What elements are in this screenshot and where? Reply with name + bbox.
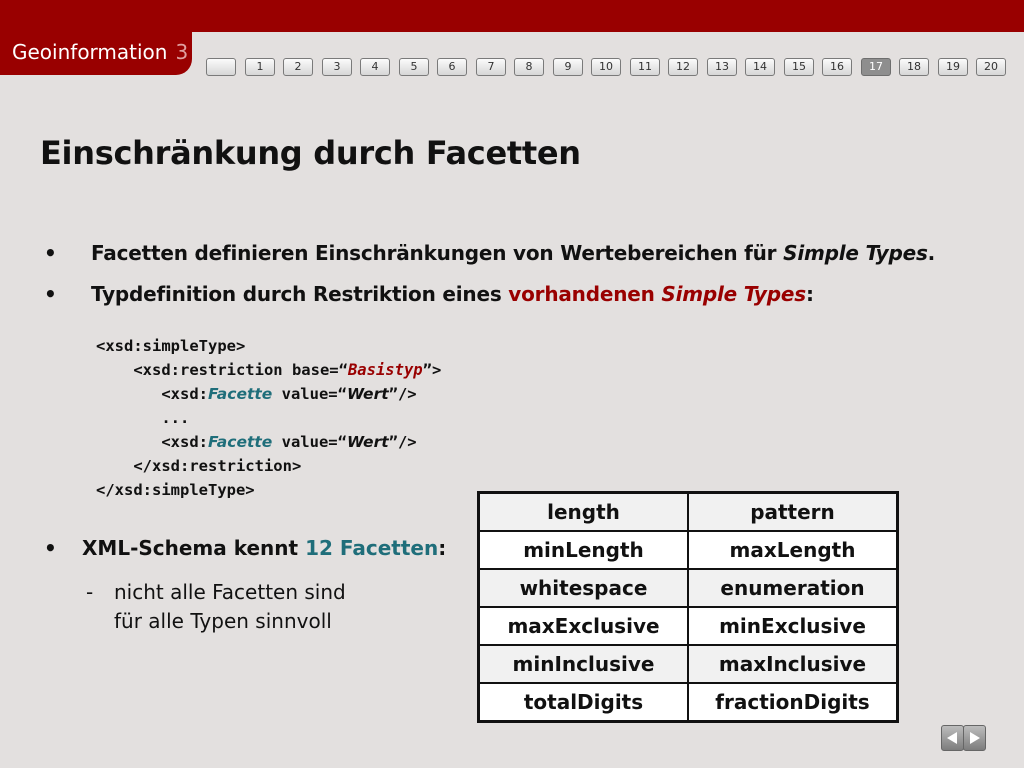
bullet-emphasis: Simple Types	[783, 241, 928, 265]
bullet-marker: •	[44, 282, 57, 306]
triangle-right-icon	[970, 732, 980, 744]
code-line: ...	[96, 409, 190, 427]
page-button-5[interactable]: 5	[399, 58, 429, 76]
facet-cell: fractionDigits	[688, 683, 898, 722]
page-button-19[interactable]: 19	[938, 58, 968, 76]
facet-row	[479, 531, 898, 569]
bullet-typdefinition	[91, 282, 814, 306]
code-placeholder: Basistyp	[347, 361, 423, 379]
slide-navigation	[941, 725, 985, 751]
facet-cell: totalDigits	[479, 683, 689, 722]
page-button-7[interactable]: 7	[476, 58, 506, 76]
page-button-20[interactable]: 20	[976, 58, 1006, 76]
brand-text: Geoinformation	[12, 40, 168, 64]
bullet-xml-schema	[82, 536, 446, 560]
page-button-17[interactable]: 17	[861, 58, 891, 76]
bullet-text: .	[927, 241, 936, 265]
facet-cell: maxExclusive	[479, 607, 689, 645]
brand-number: 3	[175, 40, 189, 64]
code-line: <xsd:	[96, 385, 208, 403]
sub-bullet-text	[114, 578, 346, 636]
code-line: ”>	[422, 361, 442, 379]
code-line: <xsd:simpleType>	[96, 337, 246, 355]
sub-bullet-marker: -	[86, 580, 94, 604]
code-placeholder: Wert	[346, 385, 389, 403]
facet-cell: length	[479, 493, 689, 532]
page-button-11[interactable]: 11	[630, 58, 660, 76]
triangle-left-icon	[947, 732, 957, 744]
bullet-highlight: 12 Facetten	[305, 536, 439, 560]
bullet-text: Typdefinition durch Restriktion eines	[91, 282, 509, 306]
bullet-text: Facetten definieren Einschränkungen von Wertebereichen für	[91, 241, 784, 265]
slide-title: Einschränkung durch Facetten	[40, 134, 581, 172]
page-button-home[interactable]	[206, 58, 236, 76]
facet-row	[479, 645, 898, 683]
facet-cell: enumeration	[688, 569, 898, 607]
facet-cell: maxLength	[688, 531, 898, 569]
sub-line: nicht alle Facetten sind	[114, 580, 346, 604]
code-line: ”/>	[388, 433, 417, 451]
brand-label	[12, 40, 188, 64]
page-button-2[interactable]: 2	[283, 58, 313, 76]
facet-row	[479, 683, 898, 722]
page-button-14[interactable]: 14	[745, 58, 775, 76]
sub-line: für alle Typen sinnvoll	[114, 609, 332, 633]
facet-row	[479, 607, 898, 645]
xsd-code-block	[96, 334, 441, 502]
code-line: </xsd:simpleType>	[96, 481, 255, 499]
code-line: ”/>	[388, 385, 417, 403]
facet-table	[477, 491, 899, 723]
page-button-6[interactable]: 6	[437, 58, 467, 76]
bullet-text: :	[805, 282, 814, 306]
bullet-text: XML-Schema kennt	[82, 536, 306, 560]
bullet-marker: •	[44, 536, 57, 560]
brand-tab	[0, 0, 192, 75]
bullet-text: :	[438, 536, 447, 560]
bullet-marker: •	[44, 241, 57, 265]
facet-cell: whitespace	[479, 569, 689, 607]
next-slide-button[interactable]	[963, 725, 986, 751]
code-placeholder: Facette	[207, 433, 273, 451]
page-button-8[interactable]: 8	[514, 58, 544, 76]
facet-cell: pattern	[688, 493, 898, 532]
code-line: value=“	[272, 385, 347, 403]
bullet-facetten-definieren	[91, 241, 935, 265]
code-placeholder: Wert	[346, 433, 389, 451]
page-button-3[interactable]: 3	[322, 58, 352, 76]
facet-cell: minExclusive	[688, 607, 898, 645]
page-button-15[interactable]: 15	[784, 58, 814, 76]
page-button-16[interactable]: 16	[822, 58, 852, 76]
page-button-13[interactable]: 13	[707, 58, 737, 76]
previous-slide-button[interactable]	[941, 725, 964, 751]
page-button-1[interactable]: 1	[245, 58, 275, 76]
bullet-highlight: vorhandenen	[508, 282, 662, 306]
facet-cell: minLength	[479, 531, 689, 569]
facet-row	[479, 493, 898, 532]
code-placeholder: Facette	[207, 385, 273, 403]
bullet-emphasis: Simple Types	[661, 282, 806, 306]
facet-row	[479, 569, 898, 607]
page-button-10[interactable]: 10	[591, 58, 621, 76]
code-line: <xsd:restriction base=“	[96, 361, 348, 379]
page-button-9[interactable]: 9	[553, 58, 583, 76]
code-line: value=“	[272, 433, 347, 451]
page-button-12[interactable]: 12	[668, 58, 698, 76]
facet-cell: maxInclusive	[688, 645, 898, 683]
code-line: <xsd:	[96, 433, 208, 451]
page-button-4[interactable]: 4	[360, 58, 390, 76]
page-button-18[interactable]: 18	[899, 58, 929, 76]
facet-cell: minInclusive	[479, 645, 689, 683]
code-line: </xsd:restriction>	[96, 457, 302, 475]
